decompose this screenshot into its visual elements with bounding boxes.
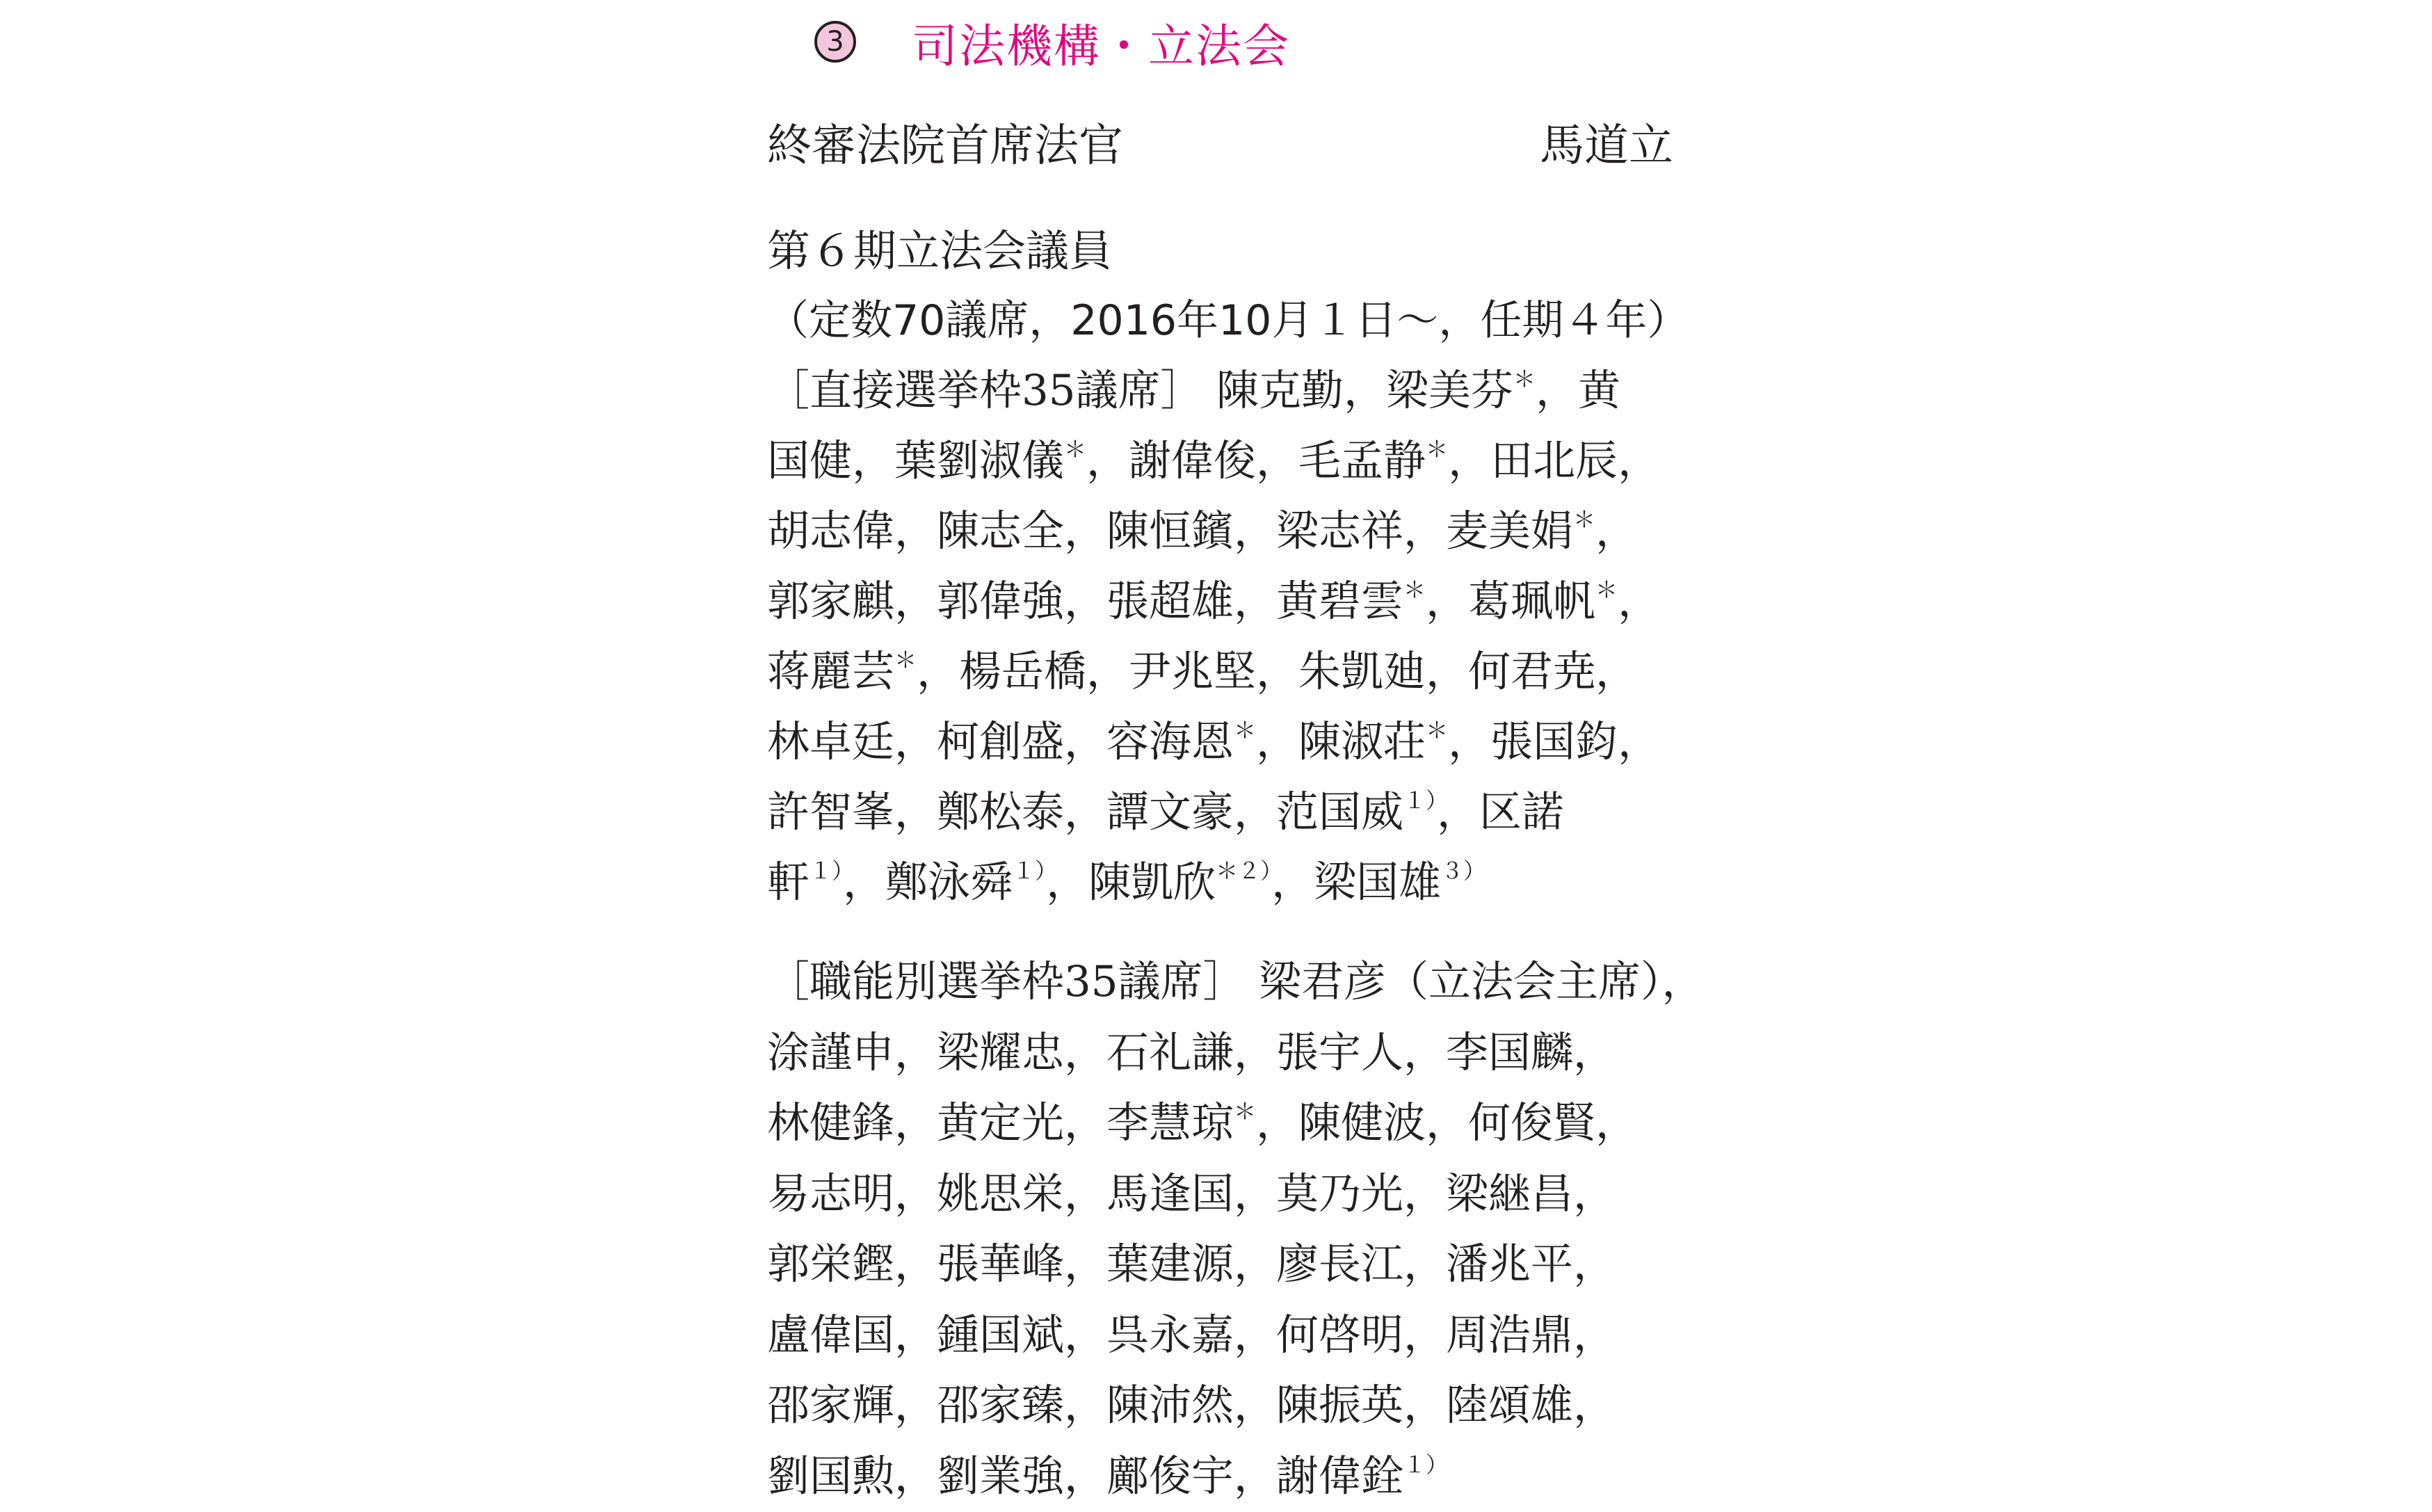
member-text: 林健鋒，黄定光，李慧琼 — [767, 1098, 1234, 1148]
legislature-subtitle: （定数70議席，2016年10月１日～，任期４年） — [767, 296, 1689, 345]
footnote-mark: １） — [1013, 858, 1047, 884]
member-text: ，楊岳橋，尹兆堅，朱凱廸，何君尭， — [917, 647, 1638, 696]
member-text: ，謝偉俊，毛孟静 — [1086, 436, 1426, 485]
member-text: ，鄭泳舜 — [843, 858, 1013, 907]
member-text: ，陳凱欣 — [1046, 858, 1216, 907]
functional-constituency-members — [767, 947, 1705, 1511]
member-text: 邵家輝，邵家臻，陳沛然，陳振英，陸頌雄， — [767, 1381, 1616, 1430]
member-text: 劉国勲，劉業強，鄺俊宇，謝偉銓 — [767, 1451, 1404, 1501]
footnote-mark: ＊ — [1513, 366, 1536, 392]
footnote-mark: ＊ — [1234, 717, 1257, 743]
member-line — [767, 1018, 1699, 1088]
member-text: 胡志偉，陳志全，陳恒鑌，梁志祥，麦美娟 — [767, 506, 1574, 556]
member-text: 国健，葉劉淑儀 — [767, 436, 1065, 485]
member-text: ［直接選挙枠35議席］ 陳克勤，梁美芬 — [767, 366, 1514, 415]
member-line — [767, 847, 1699, 917]
member-text: ［職能別選挙枠35議席］ 梁君彦（立法会主席）， — [767, 957, 1705, 1006]
member-text: ， — [1618, 577, 1661, 626]
member-text: 郭家麒，郭偉強，張超雄，黄碧雲 — [767, 577, 1404, 626]
member-line — [767, 1370, 1699, 1441]
footnote-mark: ＊ — [1064, 436, 1087, 463]
member-text: 易志明，姚思栄，馬逢国，莫乃光，梁継昌， — [767, 1168, 1616, 1219]
direct-election-members — [767, 355, 1699, 917]
member-text: 盧偉国，鍾国斌，呉永嘉，何啓明，周浩鼎， — [767, 1310, 1616, 1360]
member-text: ，陳健波，何俊賢， — [1256, 1098, 1638, 1148]
member-text: ，田北辰， — [1448, 436, 1661, 485]
chief-justice-name: 馬道立 — [1540, 120, 1673, 172]
member-line — [767, 1441, 1699, 1512]
member-line — [767, 777, 1699, 847]
member-line — [767, 496, 1699, 566]
footnote-mark: ＊ — [1403, 577, 1426, 603]
member-line — [767, 1088, 1699, 1159]
document-page — [767, 0, 1705, 1512]
member-line — [767, 355, 1699, 426]
chief-justice-role: 終審法院首席法官 — [767, 120, 1123, 172]
member-text: 郭栄鏗，張華峰，葉建源，廖長江，潘兆平， — [767, 1239, 1616, 1289]
footnote-mark: １） — [1403, 787, 1438, 814]
member-line — [767, 1300, 1699, 1371]
footnote-mark: ＊ — [1595, 577, 1618, 603]
member-text: 林卓廷，柯創盛，容海恩 — [767, 717, 1234, 766]
section-number-badge — [814, 21, 856, 63]
footnote-mark: ＊ — [1426, 717, 1449, 743]
section-number: 3 — [826, 26, 844, 58]
footnote-mark: ＊ — [1234, 1098, 1257, 1125]
member-text: ，張国鈞， — [1448, 717, 1661, 766]
member-text: ， — [1595, 506, 1638, 556]
member-text: 蒋麗芸 — [767, 647, 895, 696]
member-text: ，葛珮帆 — [1426, 577, 1596, 626]
chief-justice-row — [767, 111, 1685, 181]
member-text: 許智峯，鄭松泰，譚文豪，范国威 — [767, 787, 1404, 837]
section-title: 司法機構・立法会 — [912, 19, 1290, 73]
member-line — [767, 1229, 1699, 1300]
footnote-mark: ＊ — [894, 647, 917, 673]
footnote-mark: ＊ — [1426, 436, 1449, 463]
member-text: ，陳淑荘 — [1256, 717, 1426, 766]
member-text: 軒 — [767, 858, 810, 907]
footnote-mark: ＊２） — [1216, 858, 1272, 884]
member-text: ，梁国雄 — [1271, 858, 1442, 907]
section-heading — [814, 13, 1290, 71]
footnote-mark: ３） — [1441, 858, 1486, 884]
legislature-title: 第６期立法会議員 — [767, 225, 1113, 276]
member-line — [767, 636, 1699, 707]
footnote-mark: ＊ — [1573, 506, 1596, 533]
member-line — [767, 426, 1699, 496]
footnote-mark: １） — [1403, 1451, 1449, 1478]
member-text: ，区諾 — [1437, 787, 1565, 837]
footnote-mark: １） — [810, 858, 844, 884]
member-text: 涂謹申，梁耀忠，石礼謙，張宇人，李国麟， — [767, 1027, 1616, 1077]
member-line — [767, 1159, 1699, 1230]
member-line — [767, 707, 1699, 777]
member-text: ，黄 — [1536, 366, 1621, 415]
member-line — [767, 566, 1699, 636]
member-line — [767, 947, 1705, 1018]
